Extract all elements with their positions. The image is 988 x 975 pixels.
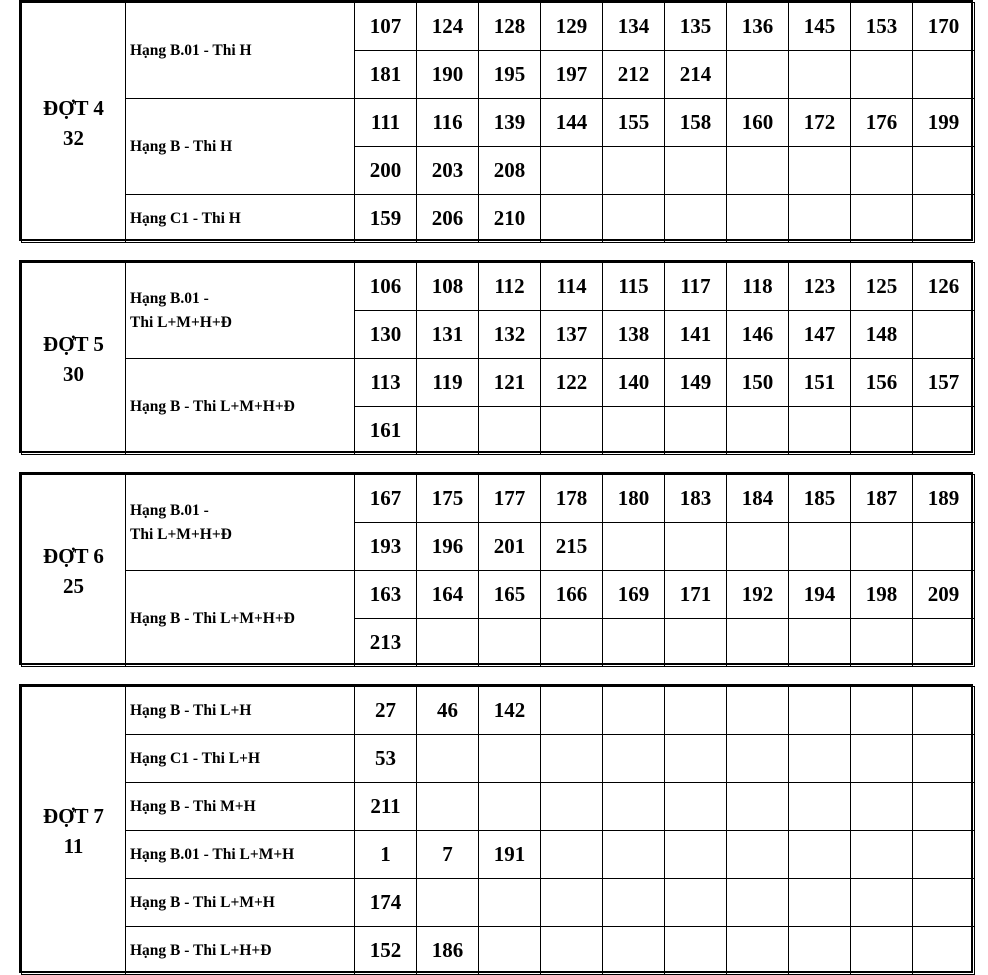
number-cell [665, 879, 727, 927]
number-cell: 132 [479, 311, 541, 359]
number-cell [913, 927, 975, 975]
batch-label [22, 3, 126, 243]
number-cell [417, 783, 479, 831]
number-cell [603, 619, 665, 667]
number-cell: 203 [417, 147, 479, 195]
number-cell: 46 [417, 687, 479, 735]
number-cell: 113 [355, 359, 417, 407]
number-cell: 145 [789, 3, 851, 51]
number-cell [913, 735, 975, 783]
number-cell [913, 831, 975, 879]
number-cell: 114 [541, 263, 603, 311]
number-cell: 201 [479, 523, 541, 571]
number-cell [727, 51, 789, 99]
batch-table-6 [19, 472, 973, 665]
number-cell: 130 [355, 311, 417, 359]
number-cell: 159 [355, 195, 417, 243]
number-cell [603, 407, 665, 455]
category-label: Hạng B - Thi L+M+H+Đ [126, 571, 355, 667]
category-label: Hạng B - Thi L+M+H+Đ [126, 359, 355, 455]
number-cell: 151 [789, 359, 851, 407]
table-row [22, 195, 975, 243]
number-cell [541, 927, 603, 975]
table-row [22, 879, 975, 927]
number-cell [665, 407, 727, 455]
number-cell [727, 687, 789, 735]
number-cell: 27 [355, 687, 417, 735]
number-cell [603, 195, 665, 243]
number-cell: 215 [541, 523, 603, 571]
number-cell [913, 687, 975, 735]
number-cell [789, 927, 851, 975]
number-cell [727, 407, 789, 455]
number-cell: 198 [851, 571, 913, 619]
number-cell: 187 [851, 475, 913, 523]
number-cell: 115 [603, 263, 665, 311]
number-cell: 138 [603, 311, 665, 359]
number-cell: 178 [541, 475, 603, 523]
batch-grid [21, 2, 975, 243]
number-cell [851, 831, 913, 879]
number-cell: 153 [851, 3, 913, 51]
number-cell: 157 [913, 359, 975, 407]
batch-count: 25 [63, 573, 84, 598]
number-cell: 122 [541, 359, 603, 407]
number-cell [665, 687, 727, 735]
number-cell: 156 [851, 359, 913, 407]
batch-name: ĐỢT 6 [43, 543, 104, 568]
number-cell [789, 687, 851, 735]
category-label: Hạng B.01 - Thi L+M+H+Đ [126, 263, 355, 359]
number-cell [603, 735, 665, 783]
number-cell: 191 [479, 831, 541, 879]
number-cell [789, 407, 851, 455]
number-cell: 169 [603, 571, 665, 619]
number-cell: 184 [727, 475, 789, 523]
table-row [22, 927, 975, 975]
batch-grid [21, 262, 975, 455]
category-label: Hạng B - Thi H [126, 99, 355, 195]
number-cell [541, 147, 603, 195]
number-cell [665, 831, 727, 879]
number-cell [851, 147, 913, 195]
number-cell: 185 [789, 475, 851, 523]
number-cell [541, 879, 603, 927]
number-cell [479, 879, 541, 927]
number-cell: 209 [913, 571, 975, 619]
number-cell [851, 619, 913, 667]
number-cell [851, 195, 913, 243]
number-cell: 118 [727, 263, 789, 311]
number-cell [541, 195, 603, 243]
number-cell [665, 619, 727, 667]
table-row [22, 831, 975, 879]
number-cell [727, 831, 789, 879]
number-cell [789, 619, 851, 667]
number-cell: 144 [541, 99, 603, 147]
number-cell: 136 [727, 3, 789, 51]
number-cell [541, 619, 603, 667]
number-cell: 167 [355, 475, 417, 523]
number-cell [417, 407, 479, 455]
number-cell: 164 [417, 571, 479, 619]
number-cell [727, 735, 789, 783]
number-cell [603, 523, 665, 571]
number-cell [603, 147, 665, 195]
number-cell: 177 [479, 475, 541, 523]
number-cell: 137 [541, 311, 603, 359]
number-cell: 190 [417, 51, 479, 99]
number-cell [665, 195, 727, 243]
number-cell [417, 735, 479, 783]
number-cell: 163 [355, 571, 417, 619]
number-cell: 197 [541, 51, 603, 99]
number-cell: 180 [603, 475, 665, 523]
number-cell: 121 [479, 359, 541, 407]
number-cell: 108 [417, 263, 479, 311]
number-cell [851, 735, 913, 783]
number-cell [789, 147, 851, 195]
number-cell [541, 407, 603, 455]
number-cell: 152 [355, 927, 417, 975]
table-row [22, 571, 975, 619]
table-row [22, 687, 975, 735]
number-cell [603, 879, 665, 927]
number-cell: 174 [355, 879, 417, 927]
number-cell: 170 [913, 3, 975, 51]
number-cell: 7 [417, 831, 479, 879]
category-label: Hạng C1 - Thi L+H [126, 735, 355, 783]
batch-count: 11 [63, 833, 84, 858]
table-row [22, 735, 975, 783]
number-cell [913, 879, 975, 927]
number-cell [603, 927, 665, 975]
number-cell [541, 783, 603, 831]
number-cell: 160 [727, 99, 789, 147]
number-cell: 131 [417, 311, 479, 359]
batch-grid [21, 474, 975, 667]
number-cell [913, 195, 975, 243]
category-label: Hạng B - Thi L+M+H [126, 879, 355, 927]
number-cell [913, 523, 975, 571]
category-label: Hạng B - Thi M+H [126, 783, 355, 831]
number-cell [727, 783, 789, 831]
number-cell [851, 783, 913, 831]
number-cell: 147 [789, 311, 851, 359]
table-row [22, 263, 975, 311]
number-cell [665, 147, 727, 195]
number-cell: 155 [603, 99, 665, 147]
number-cell: 107 [355, 3, 417, 51]
table-row [22, 359, 975, 407]
table-row [22, 475, 975, 523]
batch-grid [21, 686, 975, 975]
number-cell: 171 [665, 571, 727, 619]
category-label: Hạng B.01 - Thi L+M+H [126, 831, 355, 879]
number-cell: 206 [417, 195, 479, 243]
number-cell: 135 [665, 3, 727, 51]
number-cell: 189 [913, 475, 975, 523]
number-cell [913, 619, 975, 667]
number-cell [603, 783, 665, 831]
number-cell: 193 [355, 523, 417, 571]
table-row [22, 783, 975, 831]
number-cell [851, 687, 913, 735]
number-cell [789, 51, 851, 99]
number-cell: 210 [479, 195, 541, 243]
number-cell: 123 [789, 263, 851, 311]
number-cell: 148 [851, 311, 913, 359]
number-cell [789, 523, 851, 571]
number-cell [479, 783, 541, 831]
number-cell: 1 [355, 831, 417, 879]
batch-table-7 [19, 684, 973, 973]
number-cell [913, 783, 975, 831]
number-cell [913, 407, 975, 455]
number-cell [789, 831, 851, 879]
number-cell: 134 [603, 3, 665, 51]
number-cell: 112 [479, 263, 541, 311]
number-cell: 119 [417, 359, 479, 407]
category-label: Hạng B.01 - Thi L+M+H+Đ [126, 475, 355, 571]
number-cell [727, 619, 789, 667]
number-cell [665, 783, 727, 831]
number-cell: 158 [665, 99, 727, 147]
number-cell: 125 [851, 263, 913, 311]
number-cell: 186 [417, 927, 479, 975]
number-cell [727, 523, 789, 571]
number-cell [417, 619, 479, 667]
number-cell: 150 [727, 359, 789, 407]
number-cell: 126 [913, 263, 975, 311]
number-cell: 212 [603, 51, 665, 99]
number-cell: 146 [727, 311, 789, 359]
number-cell [727, 927, 789, 975]
number-cell: 117 [665, 263, 727, 311]
number-cell: 128 [479, 3, 541, 51]
batch-label [22, 263, 126, 455]
number-cell [417, 879, 479, 927]
number-cell [603, 831, 665, 879]
batch-label [22, 475, 126, 667]
number-cell [727, 147, 789, 195]
number-cell: 183 [665, 475, 727, 523]
number-cell: 53 [355, 735, 417, 783]
number-cell: 106 [355, 263, 417, 311]
number-cell [789, 783, 851, 831]
number-cell: 166 [541, 571, 603, 619]
number-cell: 176 [851, 99, 913, 147]
category-label: Hạng B.01 - Thi H [126, 3, 355, 99]
number-cell: 175 [417, 475, 479, 523]
number-cell [665, 927, 727, 975]
number-cell: 142 [479, 687, 541, 735]
number-cell [851, 523, 913, 571]
number-cell [851, 407, 913, 455]
number-cell: 181 [355, 51, 417, 99]
number-cell: 192 [727, 571, 789, 619]
batch-name: ĐỢT 7 [43, 803, 104, 828]
number-cell [789, 735, 851, 783]
number-cell: 199 [913, 99, 975, 147]
number-cell [913, 51, 975, 99]
number-cell [603, 687, 665, 735]
number-cell [665, 735, 727, 783]
number-cell: 124 [417, 3, 479, 51]
batch-table-4 [19, 0, 973, 241]
batch-count: 30 [63, 361, 84, 386]
number-cell [851, 51, 913, 99]
number-cell [541, 687, 603, 735]
table-row [22, 3, 975, 51]
batch-name: ĐỢT 4 [43, 95, 104, 120]
number-cell: 194 [789, 571, 851, 619]
number-cell [727, 879, 789, 927]
number-cell [789, 195, 851, 243]
number-cell: 213 [355, 619, 417, 667]
number-cell: 129 [541, 3, 603, 51]
batch-count: 32 [63, 125, 84, 150]
number-cell: 208 [479, 147, 541, 195]
number-cell: 196 [417, 523, 479, 571]
number-cell: 140 [603, 359, 665, 407]
batch-name: ĐỢT 5 [43, 331, 104, 356]
number-cell: 165 [479, 571, 541, 619]
number-cell [479, 619, 541, 667]
number-cell [913, 311, 975, 359]
number-cell [789, 879, 851, 927]
number-cell [541, 831, 603, 879]
number-cell [851, 879, 913, 927]
number-cell: 139 [479, 99, 541, 147]
batch-table-5 [19, 260, 973, 453]
number-cell [727, 195, 789, 243]
number-cell [913, 147, 975, 195]
table-row [22, 99, 975, 147]
number-cell [541, 735, 603, 783]
number-cell: 195 [479, 51, 541, 99]
number-cell: 161 [355, 407, 417, 455]
number-cell [479, 407, 541, 455]
number-cell: 116 [417, 99, 479, 147]
category-label: Hạng B - Thi L+H [126, 687, 355, 735]
number-cell [851, 927, 913, 975]
category-label: Hạng C1 - Thi H [126, 195, 355, 243]
number-cell: 200 [355, 147, 417, 195]
number-cell: 111 [355, 99, 417, 147]
batch-label [22, 687, 126, 975]
category-label: Hạng B - Thi L+H+Đ [126, 927, 355, 975]
number-cell: 214 [665, 51, 727, 99]
number-cell [479, 735, 541, 783]
number-cell: 141 [665, 311, 727, 359]
number-cell: 211 [355, 783, 417, 831]
number-cell [665, 523, 727, 571]
number-cell: 149 [665, 359, 727, 407]
number-cell [479, 927, 541, 975]
number-cell: 172 [789, 99, 851, 147]
